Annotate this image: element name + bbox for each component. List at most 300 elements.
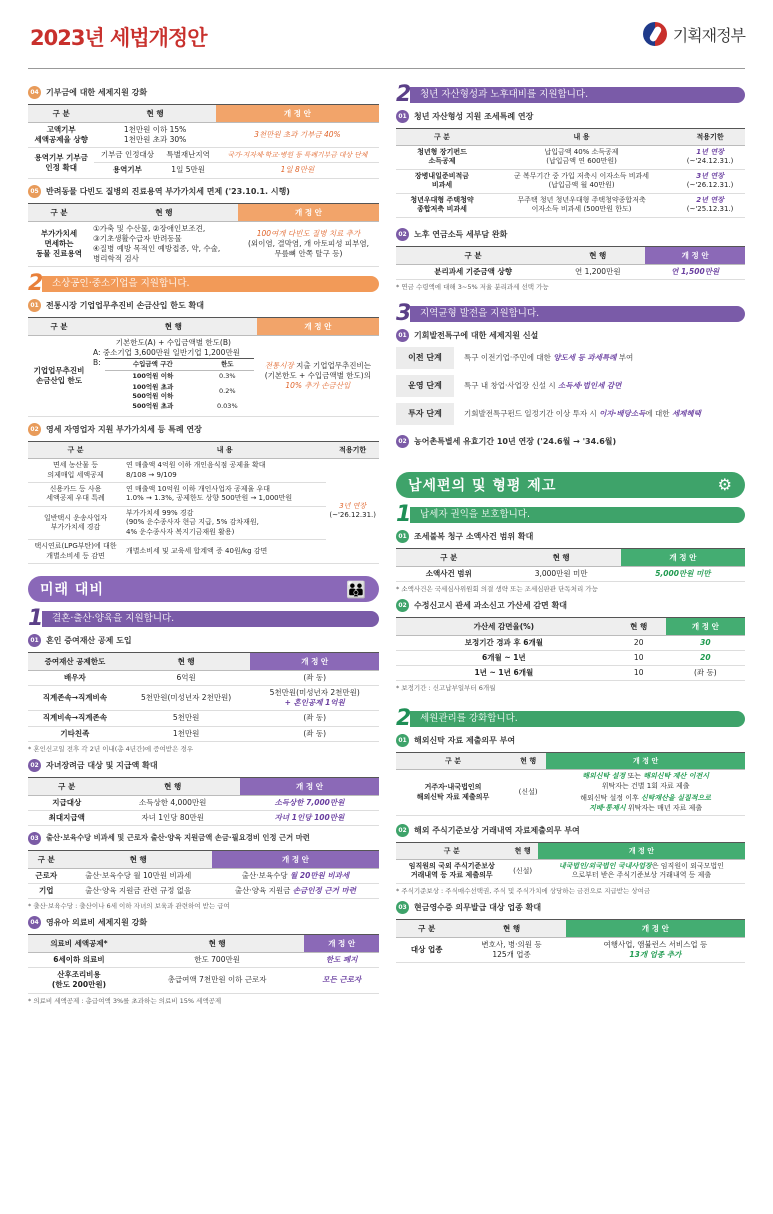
- cell: 소액사건 범위: [396, 566, 502, 581]
- section-bar: [28, 606, 379, 632]
- cell: 5,000만원 미만: [621, 566, 745, 581]
- col-header: 개 정 안: [212, 850, 379, 868]
- cell: (좌 동): [250, 671, 379, 686]
- cell: 30: [666, 635, 745, 650]
- proposal-text: (기본한도 + 수입금액별 한도)의: [264, 370, 371, 380]
- section-heading: [396, 599, 745, 612]
- section-badge: 02: [396, 435, 409, 448]
- col-header: 개 정 안: [304, 935, 379, 953]
- cell: 0.03%: [216, 402, 238, 411]
- cell: 일반택시 운송사업자 부가가치세 경감: [28, 506, 123, 539]
- table-row: [396, 937, 745, 962]
- proposal-highlight: 지배·통제시: [589, 803, 626, 812]
- stage-text: 부여: [616, 353, 634, 363]
- stage-label: 이전 단계: [396, 347, 454, 369]
- col-header: 개 정 안: [546, 753, 745, 770]
- proposal-text: 은 임직원이 외국모법인: [651, 862, 724, 870]
- proposal-highlight: 해외신탁 설정: [582, 772, 626, 781]
- section-badge: 01: [28, 634, 41, 647]
- section-heading: [396, 329, 745, 342]
- period-date: (~'26.12.31.): [329, 511, 376, 520]
- period-highlight: 1년 연장: [696, 148, 724, 156]
- cell: 대상 업종: [396, 937, 457, 962]
- col-header: 의료비 세액공제*: [28, 935, 130, 953]
- rule-text: B:: [93, 358, 101, 368]
- cell: (신설): [510, 770, 546, 816]
- cell-text: 출산·보육수당: [241, 870, 290, 880]
- cell: 6개월 ~ 1년: [396, 651, 612, 666]
- self-employed-table: [28, 441, 379, 564]
- col-header: 개 정 안: [621, 548, 745, 566]
- proposal-text: 여행사업, 앰뷸런스 서비스업 등: [603, 939, 708, 949]
- section-badge: 04: [28, 916, 41, 929]
- foreign-trust-table: [396, 752, 745, 816]
- cell: 연 매출액 10억원 이하 개인사업자 공제율 우대 1.0% → 1.3%, 공제한도 상향 500만원 → 1,000만원: [123, 482, 326, 506]
- bar-number: 2: [28, 271, 44, 296]
- cell: 3천만원 초과 기부금 40%: [216, 123, 379, 148]
- period-date: (~'26.12.31.): [686, 181, 734, 190]
- bar-text: 결혼·출산·양육을 지원합니다.: [42, 611, 379, 627]
- section-heading: [28, 86, 379, 99]
- section-title: 노후 연금소득 세부담 완화: [414, 229, 508, 239]
- section-title: 전통시장 기업업무추진비 손금산입 한도 확대: [46, 301, 204, 310]
- section-bar: [396, 300, 745, 326]
- section-heading: [28, 832, 379, 845]
- table-row: [105, 401, 254, 412]
- stage-text: 기회발전특구펀드 일정기간 이상 투자 시: [464, 409, 600, 419]
- section-badge: 02: [28, 759, 41, 772]
- small-claims-table: [396, 548, 745, 582]
- cell: 국가·지자체·학교·병원 등 특례기부금 대상 단체: [216, 148, 379, 163]
- bar-number: 2: [396, 82, 412, 107]
- cell-text: 5천만원(미성년자 2천만원): [269, 688, 360, 698]
- footnote: * 혼인신고일 전후 각 2년 이내(총 4년간)에 증여받은 경우: [28, 744, 193, 753]
- proposal-highlight: 10% 추가 손금산입: [285, 381, 351, 391]
- col-header: 적용기한: [675, 129, 745, 146]
- table-row: [28, 711, 379, 726]
- table-row: [28, 968, 379, 993]
- pension-table: [396, 246, 745, 280]
- cell: 기업: [28, 884, 64, 899]
- section-badge: 01: [396, 329, 409, 342]
- table-row: [28, 868, 379, 883]
- table-row: [28, 953, 379, 968]
- section-title: 반려동물 다빈도 질병의 진료용역 부가가치세 면제 ('23.10.1. 시행): [46, 186, 290, 196]
- cash-receipt-table: [396, 919, 745, 963]
- cell: 택시연료(LPG부탄)에 대한 개별소비세 등 감면: [28, 540, 123, 564]
- col-header: 개 정 안: [666, 617, 745, 635]
- bar-text: 납세자 권익을 보호합니다.: [410, 507, 745, 523]
- proposal-text: 위탁자는 매년 자료 제출: [625, 803, 703, 812]
- section-title: 농어촌특별세 유효기간 10년 연장 ('24.6월 → '34.6월): [414, 436, 617, 446]
- cell: 10: [612, 666, 666, 681]
- donation-table: [28, 104, 379, 179]
- cell: 개별소비세 및 교육세 합계액 증 40원/kg 감면: [123, 540, 326, 564]
- cell: 분리과세 기준금액 상향: [396, 264, 550, 279]
- col-header: 개 정 안: [257, 318, 379, 336]
- stock-compensation-table: [396, 842, 745, 884]
- proposal-text: 위탁자는 건별 1회 자료 제출: [601, 781, 690, 790]
- left-column: [28, 80, 379, 1011]
- table-row: [28, 884, 379, 899]
- table-row: [396, 264, 745, 279]
- cell: 보정기간 경과 후 6개월: [396, 635, 612, 650]
- period-date: (~'25.12.31.): [686, 205, 734, 214]
- section-heading: [396, 734, 745, 747]
- cell: 용역기부: [94, 163, 160, 178]
- cell: 출산·양육 지원금 관련 규정 없음: [64, 884, 211, 899]
- cell: 자녀 1인당 100만원: [240, 810, 379, 825]
- bracket-table: [105, 358, 254, 412]
- section-heading: [28, 634, 379, 647]
- col-header: 구 분: [396, 548, 502, 566]
- cell: 고액기부 세액공제율 상향: [28, 123, 94, 148]
- col-header: 개 정 안: [645, 246, 745, 264]
- proposal-highlight: 월 20만원 비과세: [290, 870, 350, 880]
- table-row: [105, 382, 254, 402]
- bar-text: 소상공인·중소기업을 지원합니다.: [42, 276, 379, 292]
- cell: 연 1,200만원: [550, 264, 645, 279]
- cell: 0.3%: [219, 372, 236, 381]
- col-header: 구 분: [28, 442, 123, 459]
- section-title: 청년 자산형성 지원 조세특례 연장: [414, 112, 534, 121]
- cell: 최대지급액: [28, 810, 105, 825]
- col-header: 현 행: [502, 548, 621, 566]
- cell: 거주자·내국법인의 해외신탁 자료 제출의무: [396, 770, 510, 816]
- right-column: [396, 80, 745, 965]
- section-badge: 01: [396, 530, 409, 543]
- col-header: 한도: [201, 359, 254, 371]
- section-badge: 02: [396, 228, 409, 241]
- section-heading: [396, 901, 745, 914]
- section-heading: [396, 435, 745, 448]
- section-bar: [396, 82, 745, 107]
- footnote: * 연금 수령액에 대해 3~5% 저율 분리과세 선택 가능: [396, 282, 549, 291]
- bar-number: 3: [396, 300, 412, 326]
- cell: 모든 근로자: [304, 968, 379, 993]
- cell: 소득상한 4,000만원: [105, 795, 239, 810]
- child-incentive-table: [28, 777, 379, 826]
- col-header: 증여재산 공제한도: [28, 653, 122, 671]
- customs-penalty-table: [396, 617, 745, 681]
- stage-highlight: 세제혜택: [671, 409, 701, 419]
- table-row: [28, 671, 379, 686]
- cell: (신설): [508, 860, 538, 884]
- cell: 군 복무기간 중 가입 저축시 이자소득 비과세 (납입금액 월 40만원): [488, 169, 675, 193]
- cell: 연 1,500만원: [645, 264, 745, 279]
- proposal-text: 으로부터 받은 주식기준보상 거래내역 등 제출: [571, 871, 712, 880]
- cell: 1천만원: [122, 726, 251, 741]
- stage-text: 특구 이전기업·주민에 대한: [464, 353, 554, 363]
- section-badge: 02: [396, 824, 409, 837]
- section-title: 현금영수증 의무발급 대상 업종 확대: [414, 902, 542, 912]
- table-row: [28, 148, 379, 163]
- stage-row: [396, 375, 745, 397]
- gear-icon: ⚙: [717, 475, 733, 495]
- section-title: 혼인 증여재산 공제 도입: [46, 636, 132, 646]
- section-badge: 05: [28, 185, 41, 198]
- stage-highlight: 이자·배당소득: [599, 409, 646, 419]
- cell: 근로자: [28, 868, 64, 883]
- cell: 자녀 1인당 80만원: [105, 810, 239, 825]
- cell: 배우자: [28, 671, 122, 686]
- col-header: 현 행: [105, 777, 239, 795]
- section-title: 자녀장려금 대상 및 지급액 확대: [46, 760, 158, 770]
- cell: 직계존속→직계비속: [28, 686, 122, 711]
- footnote: * 주식기준보상 : 주식매수선택권, 주식 및 주식가치에 상당하는 금전으로 지급받는 상여금: [396, 886, 651, 895]
- cell: 무주택 청년 청년우대형 주택청약종합저축 이자소득 비과세 (500만원 한도): [488, 193, 675, 217]
- rule-text: A: 중소기업 3,600만원 일반기업 1,200만원: [93, 348, 240, 358]
- col-header: 현 행: [550, 246, 645, 264]
- footnote: * 출산·보육수당 : 출산이나 6세 이하 자녀의 보육과 관련하여 받는 급여: [28, 902, 230, 911]
- period-date: (~'24.12.31.): [686, 157, 734, 166]
- col-header: 현 행: [612, 617, 666, 635]
- table-row: [396, 566, 745, 581]
- cell: 0.2%: [219, 387, 236, 396]
- cell: 기타친족: [28, 726, 122, 741]
- cell: 10: [612, 651, 666, 666]
- table-row: [396, 666, 745, 681]
- cell: 면세 농산물 등 의제매입 세액공제: [28, 459, 123, 483]
- cell: 3,000만원 미만: [502, 566, 621, 581]
- cell: (좌 동): [250, 726, 379, 741]
- period-highlight: 3년 연장: [696, 171, 724, 180]
- cell: 지급대상: [28, 795, 105, 810]
- col-header: 내 용: [123, 442, 326, 459]
- cell: (좌 동): [666, 666, 745, 681]
- cell: 장병내일준비적금 비과세: [396, 169, 488, 193]
- table-row: [396, 770, 745, 816]
- table-row: [28, 221, 379, 267]
- cell: 1년 ~ 1년 6개월: [396, 666, 612, 681]
- col-header: 개 정 안: [566, 919, 745, 937]
- proposal-highlight: 해외신탁 재산 이전시: [643, 772, 709, 781]
- napse-banner: [396, 472, 745, 498]
- cell-text: 출산·양육 지원금: [234, 886, 293, 896]
- table-row: [396, 635, 745, 650]
- table-row: [396, 169, 745, 193]
- section-badge: 03: [396, 901, 409, 914]
- table-row: [396, 146, 745, 170]
- cell: 기부금 인정대상: [94, 148, 160, 163]
- table-row: [396, 193, 745, 217]
- section-title: 조세불복 청구 소액사건 범위 확대: [414, 531, 534, 541]
- table-row: [28, 459, 379, 483]
- cell: 1일 8만원: [216, 163, 379, 178]
- col-header: 구 분: [396, 246, 550, 264]
- cell: 특별재난지역: [160, 148, 215, 163]
- section-heading: [28, 916, 379, 929]
- cell: ①가축 및 수산물, ②장애인보조견, ③기초생활수급자 반려동물 ④질병 예방 목적인 예방접종, 약, 수술, 병리학적 검사: [90, 221, 238, 267]
- cell: (좌 동): [250, 711, 379, 726]
- stage-label: 투자 단계: [396, 403, 454, 425]
- col-header: 개 정 안: [216, 105, 379, 123]
- stage-text: 특구 내 창업·사업장 신설 시: [464, 381, 558, 391]
- cell: 소득상한 7,000만원: [240, 795, 379, 810]
- col-header: 개 정 안: [238, 203, 379, 221]
- col-header: 현 행: [457, 919, 565, 937]
- stage-highlight: 양도세 등 과세특례: [553, 353, 617, 363]
- proposal-highlight: + 혼인공제 1억원: [284, 698, 345, 708]
- period-highlight: 3년 연장: [339, 501, 367, 510]
- section-title: 기회발전특구에 대한 세제지원 신설: [414, 330, 539, 340]
- cell: 부가가치세 99% 경감 (90% 운수종사자 현금 지급, 5% 감차재원, 4% 운수종사자 복지기금재원 활용): [123, 506, 326, 539]
- cell: 한도 700만원: [130, 953, 304, 968]
- table-row: [28, 726, 379, 741]
- cell: 1일 5만원: [160, 163, 215, 178]
- section-heading: [28, 423, 379, 436]
- col-header: 구 분: [396, 843, 508, 860]
- col-header: 현 행: [90, 318, 257, 336]
- section-heading: [28, 299, 379, 312]
- cell: 용역기부 기부금 인정 확대: [28, 148, 94, 178]
- section-title: 영세 자영업자 지원 부가가치세 등 특례 연장: [46, 425, 202, 435]
- col-header: 개 정 안: [240, 777, 379, 795]
- col-header: 구 분: [396, 919, 457, 937]
- entertainment-expense-table: [28, 317, 379, 417]
- col-header: 현 행: [90, 203, 238, 221]
- cell: 납입금액 40% 소득공제 (납입금액 연 600만원): [488, 146, 675, 170]
- col-header: 구 분: [396, 753, 510, 770]
- proposal-highlight: 13개 업종 추가: [629, 950, 682, 959]
- footnote: * 보정기간 : 신고납부일부터 6개월: [396, 684, 496, 693]
- section-bar: [396, 501, 745, 527]
- proposal-text: 지출 기업업무추진비는: [293, 360, 371, 370]
- footnote: * 의료비 세액공제 : 총급여액 3%를 초과하는 의료비 15% 세액공제: [28, 996, 222, 1005]
- section-badge: 04: [28, 86, 41, 99]
- banner-title: 납세편의 및 형평 제고: [408, 477, 557, 494]
- ministry-name: 기획재정부: [672, 25, 745, 45]
- section-badge: 01: [396, 110, 409, 123]
- stage-label: 운영 단계: [396, 375, 454, 397]
- col-header: 내 용: [488, 129, 675, 146]
- cell: 청년형 장기펀드 소득공제: [396, 146, 488, 170]
- section-badge: 01: [28, 299, 41, 312]
- table-row: [396, 860, 745, 884]
- bar-number: 1: [28, 606, 44, 632]
- page-header: [0, 0, 773, 70]
- cell: 직계비속→직계존속: [28, 711, 122, 726]
- section-title: 해외신탁 자료 제출의무 부여: [414, 736, 516, 746]
- bar-number: 2: [396, 706, 412, 732]
- cell: 100억원 이하: [132, 372, 174, 381]
- col-header: 현 행: [508, 843, 538, 860]
- col-header: 개 정 안: [538, 843, 745, 860]
- cell: 1천만원 이하 15% 1천만원 초과 30%: [94, 123, 215, 148]
- section-title: 수정신고시 관세 과소신고 가산세 감면 확대: [414, 600, 568, 610]
- proposal-highlight: 내국법인/외국법인 국내사업장: [558, 862, 652, 870]
- mirae-banner: [28, 576, 379, 602]
- table-row: [396, 651, 745, 666]
- cell: 신용카드 등 사용 세액공제 우대 특례: [28, 482, 123, 506]
- section-heading: [396, 530, 745, 543]
- table-row: [28, 686, 379, 711]
- cell: 5천만원: [122, 711, 251, 726]
- col-header: 개 정 안: [250, 653, 379, 671]
- footnote: * 소액사건은 국세심사위원회 의결 생략 또는 조세심판관 단독처리 가능: [396, 584, 598, 593]
- section-title: 영유아 의료비 세제지원 강화: [46, 918, 148, 928]
- cell: 6억원: [122, 671, 251, 686]
- infant-medical-table: [28, 934, 379, 993]
- col-header: 현 행: [64, 850, 211, 868]
- section-title: 해외 주식기준보상 거래내역 자료제출의무 부여: [414, 826, 580, 835]
- taegeuk-icon: [643, 22, 667, 46]
- cell: 6세이하 의료비: [28, 953, 130, 968]
- section-badge: 01: [396, 734, 409, 747]
- stage-text: 에 대한: [645, 409, 672, 419]
- table-row: [28, 795, 379, 810]
- col-header: 현 행: [130, 935, 304, 953]
- section-heading: [396, 110, 745, 123]
- col-header: 가산세 감면율(%): [396, 617, 612, 635]
- cell: 연 매출액 4억원 이하 개인음식점 공제율 확대 8/108 → 9/109: [123, 459, 326, 483]
- cell: 20: [666, 651, 745, 666]
- section-bar: [396, 706, 745, 732]
- cell: 100억원 초과 500억원 이하: [132, 382, 174, 400]
- section-badge: 02: [28, 423, 41, 436]
- proposal-detail: (외이염, 결막염, 개 아토피성 피부염, 무릎뼈 안쪽 탈구 등): [247, 238, 369, 258]
- section-badge: 02: [396, 599, 409, 612]
- section-heading: [28, 759, 379, 772]
- col-header: 구 분: [28, 777, 105, 795]
- col-header: 현 행: [94, 105, 215, 123]
- section-badge: 03: [28, 832, 41, 845]
- family-icon: 👪: [346, 579, 367, 599]
- childbirth-allowance-table: [28, 850, 379, 899]
- marriage-gift-table: [28, 652, 379, 742]
- cell: 부가가치세 면세하는 동물 진료용역: [28, 221, 90, 267]
- bar-text: 지역균형 발전을 지원합니다.: [410, 306, 745, 322]
- stage-highlight: 소득세·법인세 감면: [558, 381, 622, 391]
- header-divider: [28, 68, 745, 69]
- page-title: 2023년 세법개정안: [30, 26, 207, 50]
- col-header: 적용기한: [326, 442, 379, 459]
- col-header: 구 분: [28, 105, 94, 123]
- bar-number: 1: [396, 501, 412, 527]
- section-heading: [396, 228, 745, 241]
- table-row: [28, 123, 379, 148]
- cell: 임직원의 국외 주식기준보상 거래내역 등 자료 제출의무: [396, 860, 508, 884]
- cell: 500억원 초과: [132, 402, 174, 411]
- bar-text: 청년 자산형성과 노후대비를 지원합니다.: [410, 87, 745, 103]
- cell: 산후조리비용 (한도 200만원): [28, 968, 130, 993]
- stage-row: [396, 347, 745, 369]
- col-header: 현 행: [510, 753, 546, 770]
- rule-text: 기본한도(A) + 수입금액별 한도(B): [115, 338, 231, 347]
- youth-asset-table: [396, 128, 745, 218]
- table-row: [105, 371, 254, 382]
- pet-vat-table: [28, 203, 379, 268]
- col-header: 구 분: [28, 203, 90, 221]
- section-heading: [28, 185, 379, 198]
- col-header: 구 분: [28, 318, 90, 336]
- table-row: [28, 810, 379, 825]
- section-title: 출산·보육수당 비과세 및 근로자 출산·양육 지원금액 손금·필요경비 인정 근거 마련: [46, 833, 310, 843]
- cell: 20: [612, 635, 666, 650]
- period-highlight: 2년 연장: [696, 195, 724, 204]
- section-heading: [396, 824, 745, 837]
- section-title: 기부금에 대한 세제지원 강화: [46, 88, 148, 97]
- cell: 한도 폐지: [304, 953, 379, 968]
- col-header: 수입금액 구간: [105, 359, 201, 371]
- col-header: 구 분: [28, 850, 64, 868]
- table-row: [28, 336, 379, 417]
- proposal-text: 또는: [625, 772, 644, 781]
- col-header: 구 분: [396, 129, 488, 146]
- stage-row: [396, 403, 745, 425]
- cell: 청년우대형 주택청약 종합저축 비과세: [396, 193, 488, 217]
- proposal-highlight: 손금인정 근거 마련: [292, 886, 356, 896]
